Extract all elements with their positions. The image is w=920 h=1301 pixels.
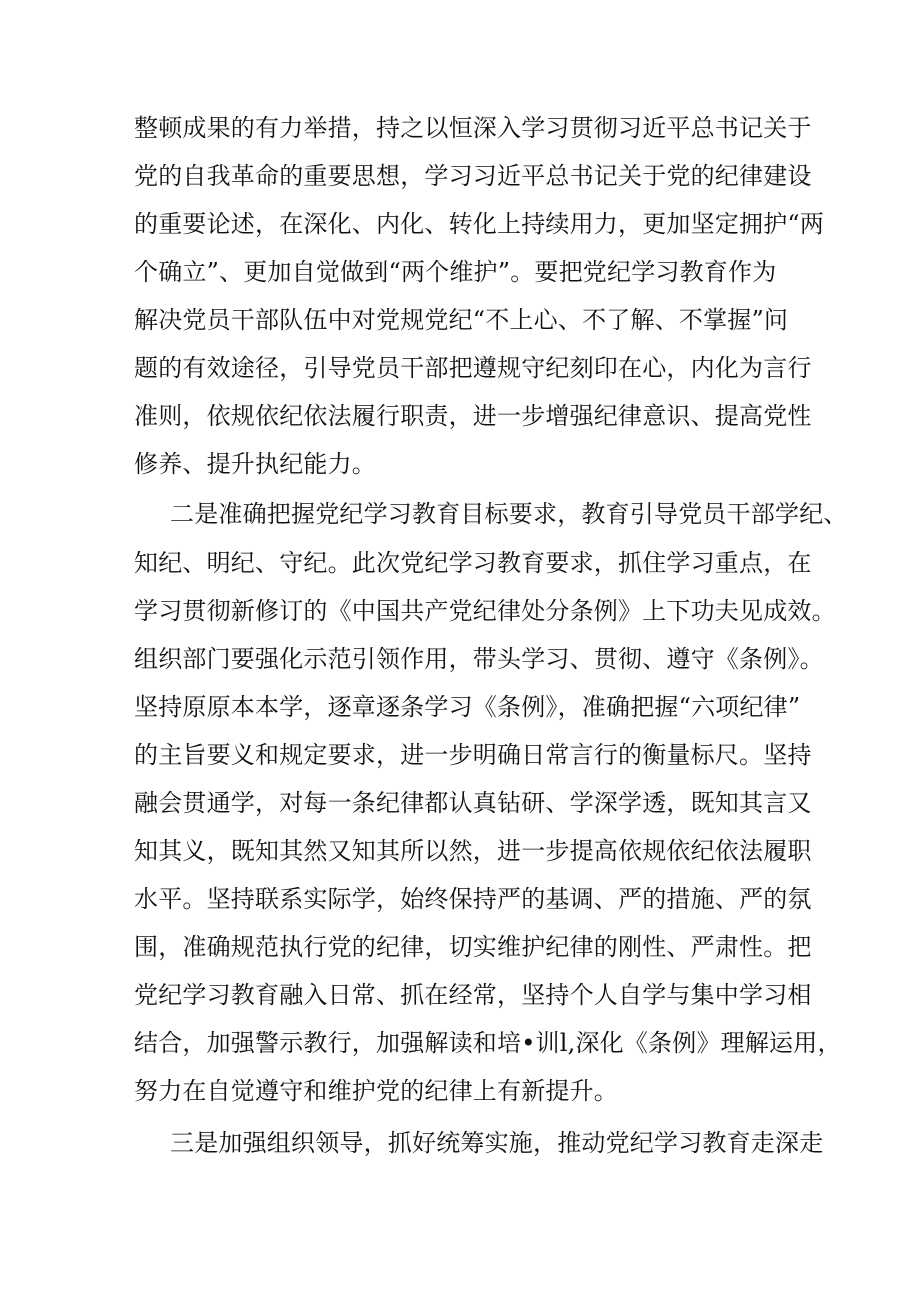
text-line: 的主旨要义和规定要求，进一步明确日常言行的衡量标尺。坚持 (134, 741, 812, 769)
paragraph-start-line: 二是准确把握党纪学习教育目标要求，教育引导党员干部学纪、 (170, 500, 848, 528)
text-line: 组织部门要强化示范引领作用，带头学习、贯彻、遵守《条例》。 (134, 645, 824, 673)
text-line: 的重要论述，在深化、内化、转化上持续用力，更加坚定拥护“两 (134, 210, 825, 238)
text-line: 水平。坚持联系实际学，始终保持严的基调、严的措施、严的氛 (134, 885, 812, 913)
text-line: 党纪学习教育融入日常、抓在经常，坚持个人自学与集中学习相 (134, 981, 812, 1009)
text-line: 知其义，既知其然又知其所以然，进一步提高依规依纪依法履职 (134, 837, 812, 865)
text-line: 党的自我革命的重要思想，学习习近平总书记关于党的纪律建设 (134, 162, 812, 190)
text-line: 围，准确规范执行党的纪律，切实维护纪律的刚性、严肃性。把 (134, 933, 812, 961)
text-line: 解决党员干部队伍中对党规党纪“不上心、不了解、不掌握”问 (134, 306, 789, 334)
text-line: 学习贯彻新修订的《中国共产党纪律处分条例》上下功夫见成效。 (134, 597, 836, 625)
text-line: 准则，依规依纪依法履行职责，进一步增强纪律意识、提高党性 (134, 402, 812, 430)
text-line: 融会贯通学，对每一条纪律都认真钻研、学深学透，既知其言又 (134, 789, 812, 817)
text-line: 修养、提升执纪能力。 (134, 450, 376, 478)
text-line: 结合，加强警示教行，加强解读和培•训l,深化《条例》理解运用， (134, 1029, 842, 1057)
text-line: 个确立”、更加自觉做到“两个维护”。要把党纪学习教育作为 (134, 258, 777, 286)
text-line: 努力在自觉遵守和维护党的纪律上有新提升。 (134, 1077, 618, 1105)
text-line: 坚持原原本本学，逐章逐条学习《条例》，准确把握“六项纪律” (134, 693, 801, 721)
text-line: 整顿成果的有力举措，持之以恒深入学习贯彻习近平总书记关于 (134, 114, 812, 142)
text-line: 知纪、明纪、守纪。此次党纪学习教育要求，抓住学习重点，在 (134, 549, 812, 577)
text-line: 题的有效途径，引导党员干部把遵规守纪刻印在心，内化为言行 (134, 354, 812, 382)
paragraph-start-line: 三是加强组织领导，抓好统筹实施，推动党纪学习教育走深走 (170, 1129, 824, 1157)
